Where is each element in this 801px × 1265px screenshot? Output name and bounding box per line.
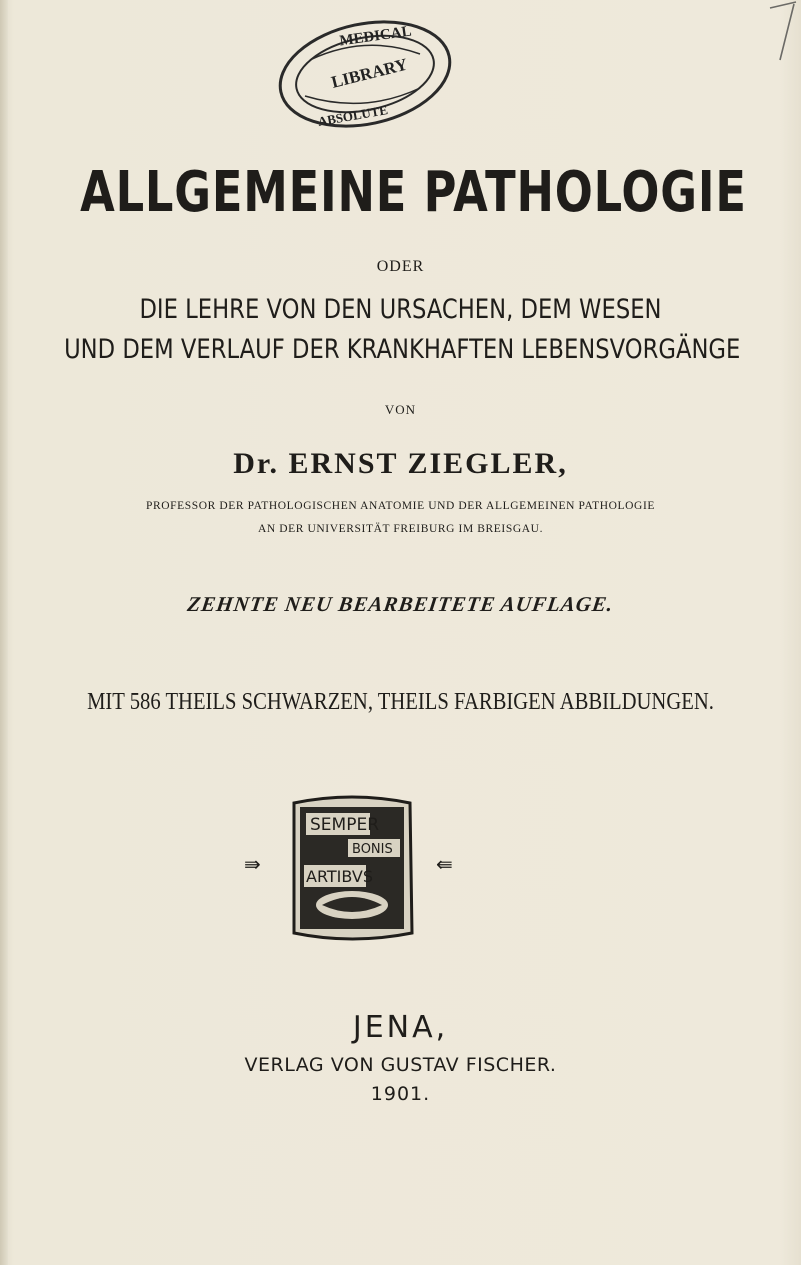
book-title: ALLGEMEINE PATHOLOGIE: [80, 160, 747, 225]
author-name: [0, 447, 801, 481]
left-ornament-icon: ⇛: [244, 854, 261, 876]
stamp-top-text: MEDICAL: [338, 23, 413, 50]
device-motto-2: BONIS: [352, 842, 393, 857]
right-ornament-icon: ⇚: [436, 854, 453, 876]
publication-city: JENA,: [352, 1010, 449, 1045]
author-fullname: ERNST ZIEGLER,: [288, 447, 568, 480]
stamp-middle-text: LIBRARY: [329, 54, 410, 92]
author-prefix: Dr.: [233, 447, 279, 480]
library-stamp: [270, 14, 460, 134]
von-label: VON: [384, 402, 417, 417]
publisher-name: VERLAG VON GUSTAV FISCHER.: [244, 1054, 557, 1076]
device-motto-3: ARTIBVS: [306, 867, 373, 886]
pencil-mark: [760, 0, 801, 70]
stamp-bottom-text: ABSOLUTE: [316, 102, 389, 130]
publication-year: 1901.: [370, 1083, 431, 1105]
subtitle-line-1: DIE LEHRE VON DEN URSACHEN, DEM WESEN: [139, 294, 662, 325]
device-motto-1: SEMPER: [310, 815, 380, 835]
subtitle-line-2: UND DEM VERLAUF DER KRANKHAFTEN LEBENSVORGÄNGE: [64, 334, 741, 365]
edition-statement: ZEHNTE NEU BEARBEITETE AUFLAGE.: [185, 592, 616, 616]
oder-label: ODER: [376, 258, 425, 275]
publisher-device: [286, 793, 418, 943]
illustrations-statement: MIT 586 THEILS SCHWARZEN, THEILS FARBIGEN ABBILDUNGEN.: [87, 689, 714, 715]
affiliation-line-2: AN DER UNIVERSITÄT FREIBURG IM BREISGAU.: [257, 523, 544, 535]
affiliation-line-1: PROFESSOR DER PATHOLOGISCHEN ANATOMIE UND DER ALLGEMEINEN PATHOLOGIE: [145, 500, 656, 512]
